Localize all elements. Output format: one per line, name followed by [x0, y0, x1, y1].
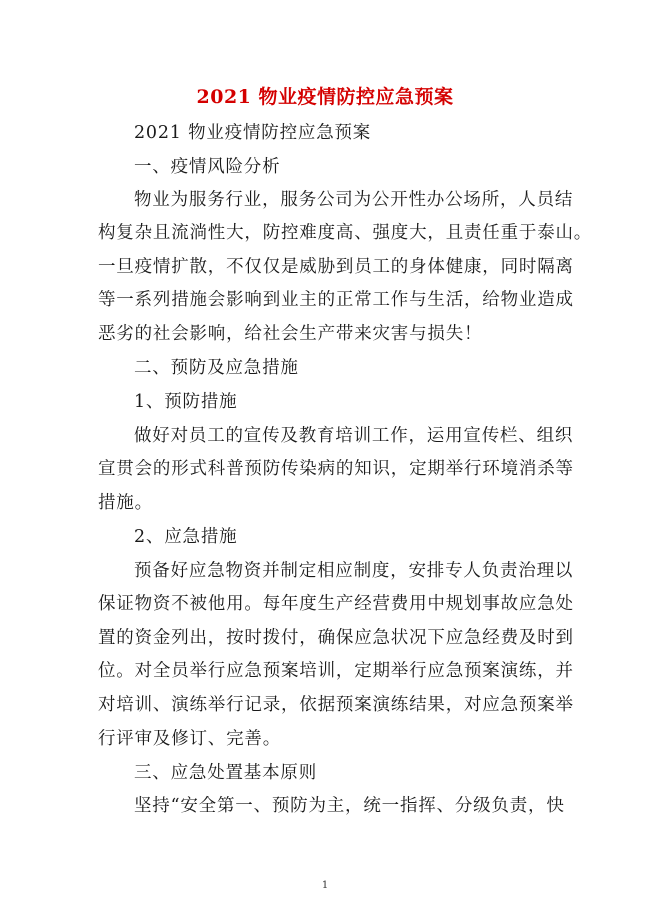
section-heading: 三、应急处置基本原则 [134, 763, 317, 783]
body-line: 恶劣的社会影响，给社会生产带来灾害与损失！ [98, 324, 483, 344]
body-line: 构复杂且流淌性大，防控难度高、强度大，且责任重于泰山。 [98, 223, 593, 243]
body-line: 行评审及修订、完善。 [98, 729, 281, 749]
body-line: 措施。 [98, 493, 153, 513]
subsection-heading: 1、预防措施 [134, 392, 238, 412]
body-line: 位。对全员举行应急预案培训，定期举行应急预案演练，并 [98, 661, 574, 681]
body-line: 等一系列措施会影响到业主的正常工作与生活，给物业造成 [98, 290, 574, 310]
section-heading: 二、预防及应急措施 [134, 358, 299, 378]
body-line: 预备好应急物资并制定相应制度，安排专人负责治理以 [134, 561, 574, 581]
section-heading: 一、疫情风险分析 [134, 157, 281, 177]
body-line: 物业为服务行业，服务公司为公开性办公场所，人员结 [134, 190, 574, 210]
body-line: 保证物资不被他用。每年度生产经营费用中规划事故应急处 [98, 594, 574, 614]
body-line: 坚持“安全第一、预防为主，统一指挥、分级负责，快 [134, 796, 565, 816]
body-line: 置的资金列出，按时拨付，确保应急状况下应急经费及时到 [98, 628, 574, 648]
subtitle-line: 2021 物业疫情防控应急预案 [134, 123, 372, 143]
document-title: 2021 物业疫情防控应急预案 [196, 86, 454, 108]
subsection-heading: 2、应急措施 [134, 527, 238, 547]
body-line: 一旦疫情扩散，不仅仅是威胁到员工的身体健康，同时隔离 [98, 257, 574, 277]
body-line: 宣贯会的形式科普预防传染病的知识，定期举行环境消杀等 [98, 459, 574, 479]
page-number: 1 [321, 880, 329, 891]
body-line: 对培训、演练举行记录，依据预案演练结果，对应急预案举 [98, 695, 574, 715]
body-line: 做好对员工的宣传及教育培训工作，运用宣传栏、组织 [134, 426, 574, 446]
